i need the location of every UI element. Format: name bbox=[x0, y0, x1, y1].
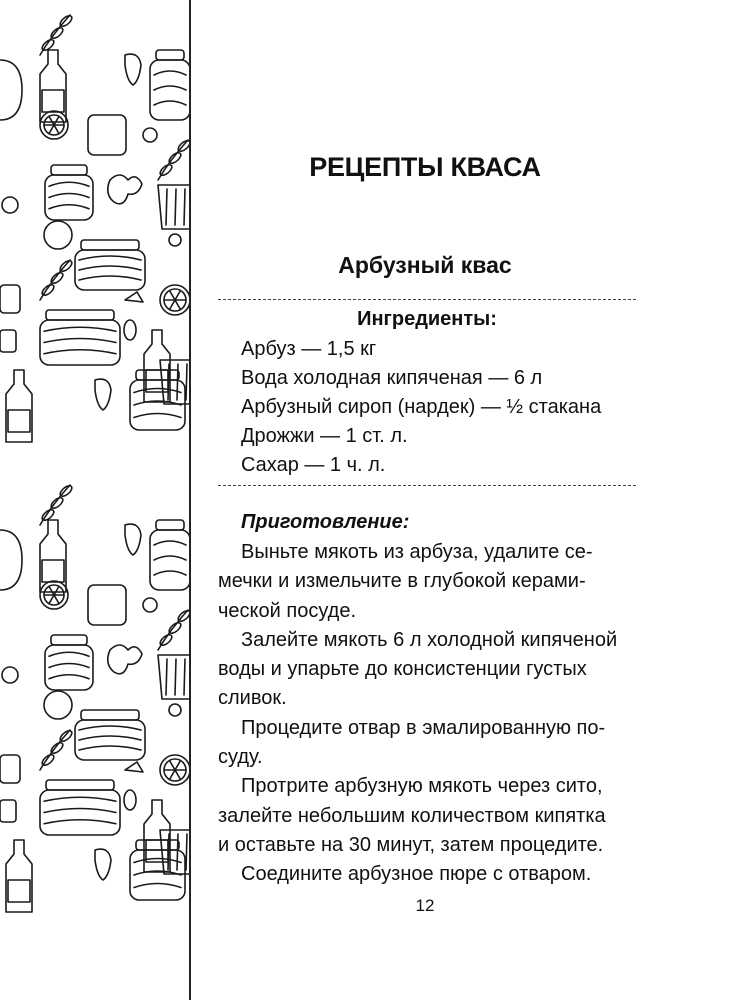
text-line: Протрите арбузную мякоть через сито, bbox=[241, 775, 603, 798]
blueberry-icon bbox=[44, 221, 72, 249]
blueberry-icon bbox=[2, 197, 18, 213]
ingredient-item: Арбузный сироп (нардек) — ½ стакана bbox=[241, 396, 602, 418]
blueberry-icon bbox=[124, 790, 136, 810]
jar-icon bbox=[150, 50, 190, 120]
lemon-slice-icon bbox=[40, 581, 68, 609]
leaf-sprig-icon bbox=[40, 484, 74, 525]
lemon-slice-icon bbox=[125, 292, 143, 302]
lemon-slice-icon bbox=[160, 755, 190, 785]
doodle-pattern bbox=[0, 0, 190, 1000]
cup-icon bbox=[0, 755, 20, 783]
text-line: залейте небольшим количеством кипятка bbox=[218, 804, 606, 827]
bottle-icon bbox=[144, 800, 170, 872]
text-line: Соедините арбузное пюре с отваром. bbox=[241, 863, 592, 886]
leaf-sprig-icon bbox=[40, 729, 74, 770]
bottle-icon bbox=[6, 840, 32, 912]
cup-icon bbox=[0, 330, 16, 352]
text-line: Залейте мякоть 6 л холодной кипяченой bbox=[241, 628, 618, 651]
lemon-slice-icon bbox=[160, 285, 190, 315]
strawberry-icon bbox=[95, 379, 111, 410]
preparation-paragraph bbox=[218, 860, 636, 889]
blueberry-icon bbox=[143, 598, 157, 612]
bottle-icon bbox=[144, 330, 170, 402]
jar-icon bbox=[40, 780, 120, 835]
blueberry-icon bbox=[169, 704, 181, 716]
preparation-paragraph bbox=[218, 538, 636, 626]
jar-icon bbox=[75, 710, 145, 760]
preparation-paragraph bbox=[218, 714, 636, 773]
ingredients-heading: Ингредиенты: bbox=[357, 308, 497, 330]
blueberry-icon bbox=[124, 320, 136, 340]
cup-icon bbox=[158, 655, 190, 699]
jar-icon bbox=[45, 635, 93, 690]
blueberry-icon bbox=[169, 234, 181, 246]
text-line: и оставьте на 30 минут, затем процедите. bbox=[218, 833, 604, 856]
strawberry-icon bbox=[95, 849, 111, 880]
page-number: 12 bbox=[415, 896, 435, 915]
text-line: Выньте мякоть из арбуза, удалите се- bbox=[241, 541, 593, 563]
cup-icon bbox=[88, 585, 126, 625]
preparation-text bbox=[218, 538, 636, 890]
cup-icon bbox=[0, 285, 20, 313]
ginger-icon bbox=[108, 645, 142, 674]
strawberry-icon bbox=[125, 524, 141, 555]
cup-icon bbox=[0, 800, 16, 822]
cup-icon bbox=[158, 185, 190, 229]
text-line: суду. bbox=[218, 746, 263, 769]
page-edge-line bbox=[189, 0, 191, 1000]
text-line: воды и упарьте до консистенции густых bbox=[218, 658, 587, 681]
blueberry-icon bbox=[44, 691, 72, 719]
bottle-icon bbox=[6, 370, 32, 442]
leaf-sprig-icon bbox=[40, 14, 74, 55]
jar-icon bbox=[0, 60, 22, 120]
leaf-sprig-icon bbox=[158, 139, 190, 180]
cup-icon bbox=[88, 115, 126, 155]
lemon-slice-icon bbox=[125, 762, 143, 772]
leaf-sprig-icon bbox=[158, 609, 190, 650]
lemon-slice-icon bbox=[40, 111, 68, 139]
jar-icon bbox=[45, 165, 93, 220]
preparation-paragraph bbox=[218, 772, 636, 860]
page-title: РЕЦЕПТЫ КВАСА bbox=[309, 152, 541, 182]
recipe-title: Арбузный квас bbox=[338, 252, 512, 278]
ginger-icon bbox=[108, 175, 142, 204]
preparation-heading: Приготовление: bbox=[241, 511, 410, 533]
ingredient-item: Дрожжи — 1 ст. л. bbox=[241, 425, 408, 447]
dashed-divider-bottom bbox=[218, 485, 636, 486]
ingredient-item: Вода холодная кипяченая — 6 л bbox=[241, 367, 543, 389]
strawberry-icon bbox=[125, 54, 141, 85]
leaf-sprig-icon bbox=[40, 259, 74, 300]
ingredient-item: Арбуз — 1,5 кг bbox=[241, 338, 377, 360]
text-line: мечки и измельчите в глубокой керами- bbox=[218, 570, 586, 593]
blueberry-icon bbox=[143, 128, 157, 142]
text-line: сливок. bbox=[218, 687, 287, 710]
jar-icon bbox=[0, 530, 22, 590]
text-line: ческой посуде. bbox=[218, 599, 357, 622]
ingredient-item: Сахар — 1 ч. л. bbox=[241, 454, 386, 476]
blueberry-icon bbox=[2, 667, 18, 683]
jar-icon bbox=[150, 520, 190, 590]
dashed-divider-top bbox=[218, 299, 636, 300]
decorative-illustration-strip bbox=[0, 0, 190, 1000]
ingredients-list bbox=[241, 335, 601, 480]
jar-icon bbox=[75, 240, 145, 290]
preparation-paragraph bbox=[218, 626, 636, 714]
jar-icon bbox=[40, 310, 120, 365]
text-line: Процедите отвар в эмалированную по- bbox=[241, 716, 606, 739]
